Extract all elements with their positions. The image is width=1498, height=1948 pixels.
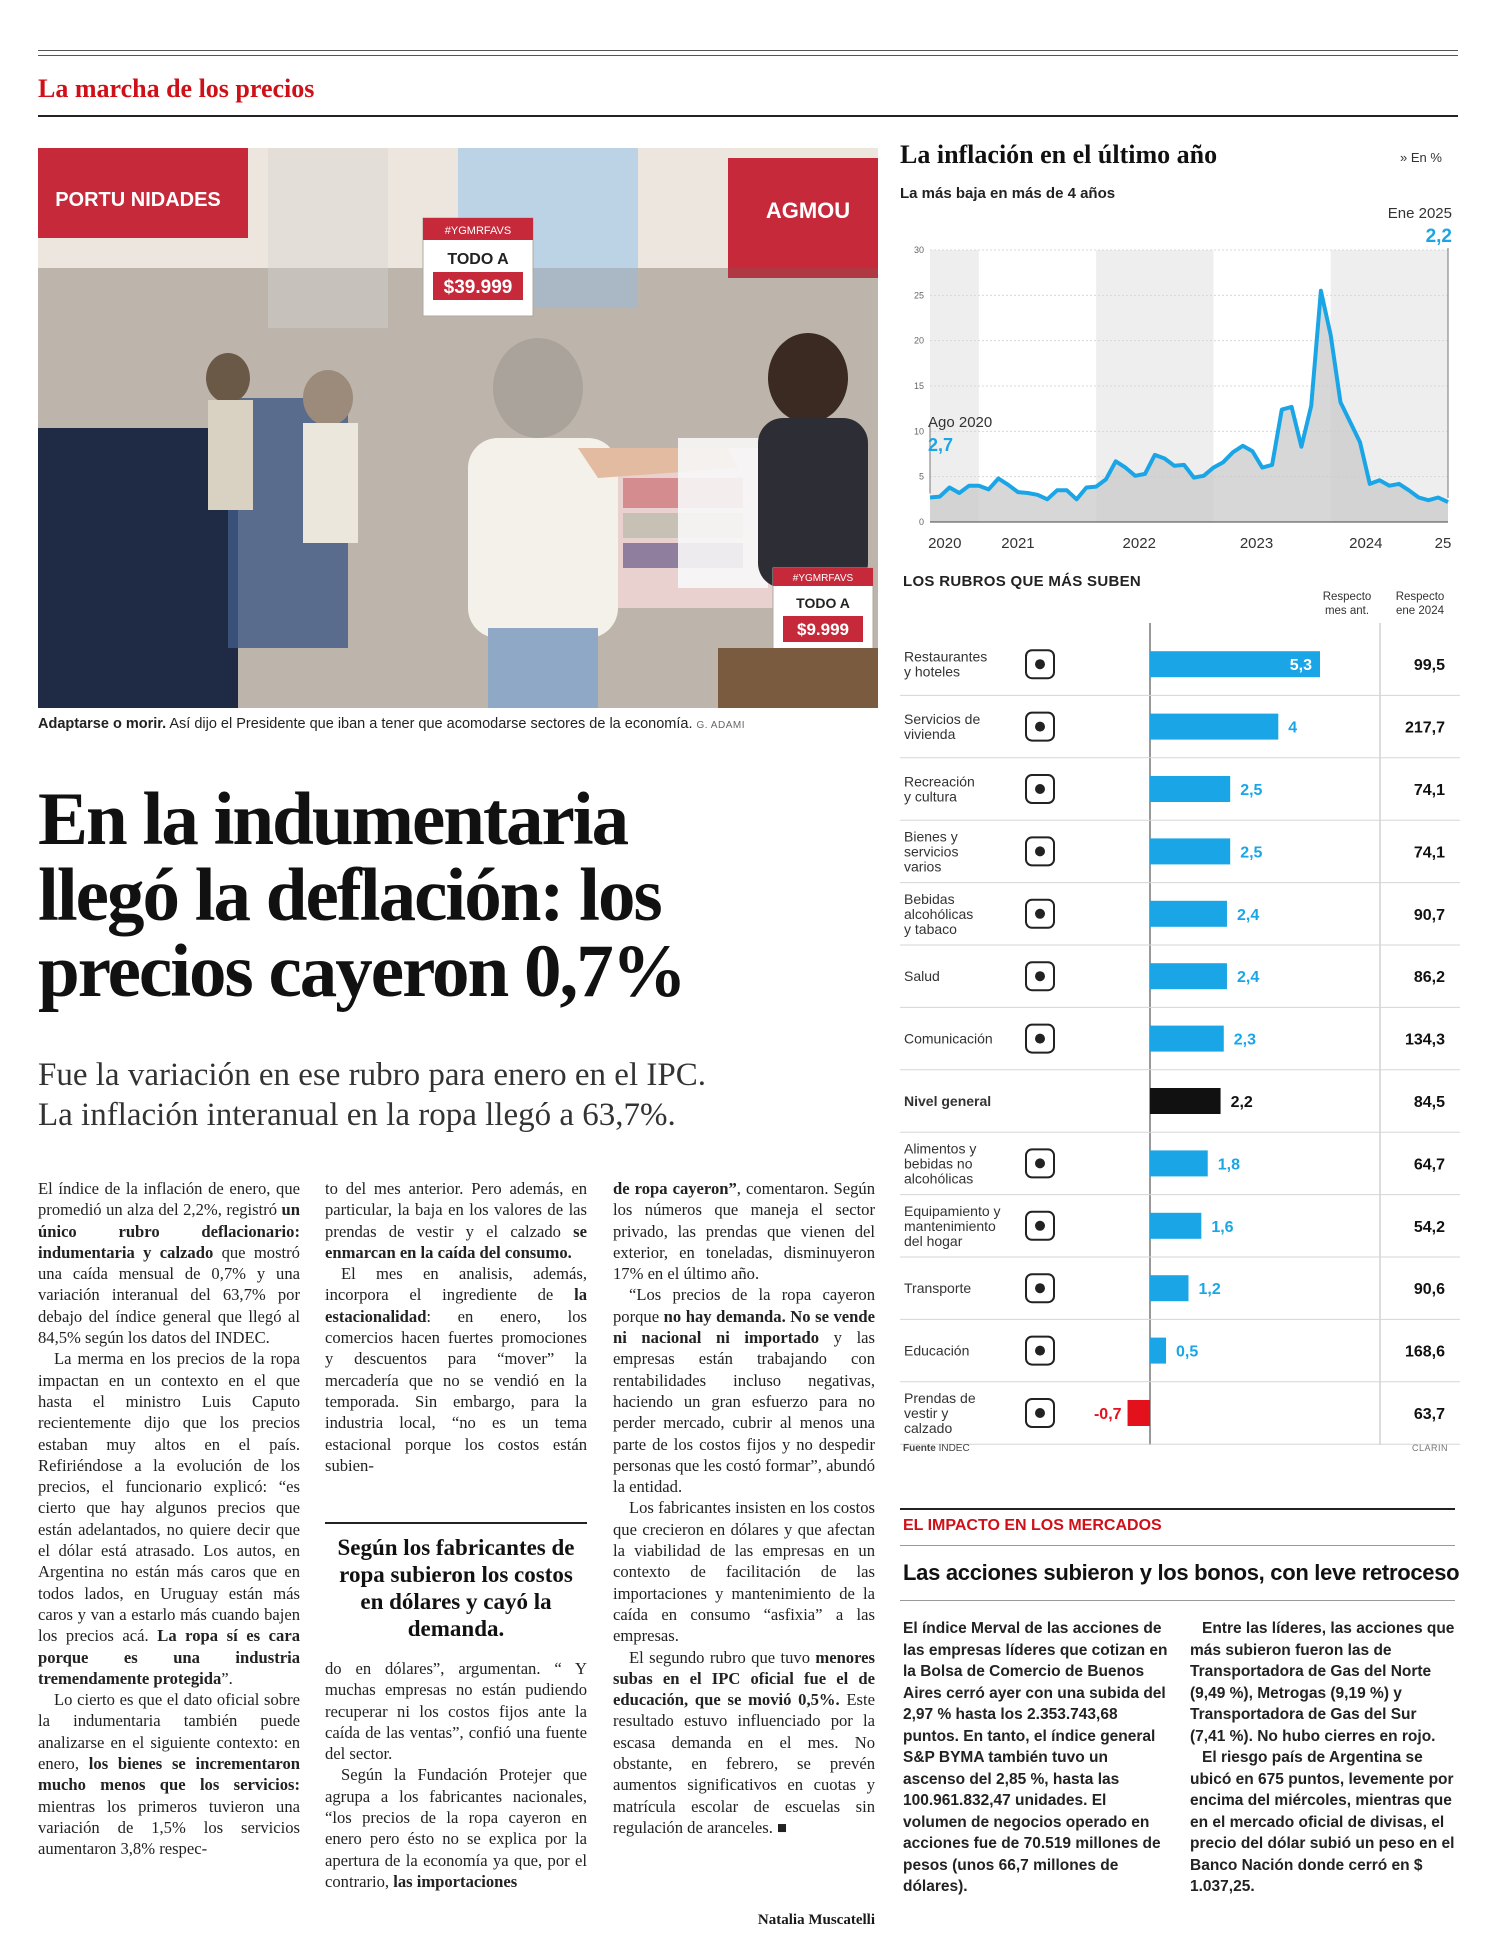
- bar-value-label: 1,2: [1198, 1281, 1221, 1299]
- paragraph: El mes en analisis, además, incorpora el ingrediente de la estacionalidad: en enero, los comercios hacen fuertes promociones y descuentos para “mover” la mercadería que no se vendió en la temporada. Sin embargo, para la industria local, “no es un tema estacional porque los costos están subien-: [325, 1264, 587, 1475]
- bar-value-label: 2,2: [1230, 1094, 1253, 1111]
- y-tick-label: 5: [918, 471, 924, 482]
- photo-caption: [38, 716, 898, 732]
- store-banner-right: AGMOU: [765, 198, 851, 223]
- icon-dot: [1035, 1034, 1045, 1044]
- bar: [1150, 1026, 1224, 1052]
- bar-value-label: 1,6: [1211, 1218, 1234, 1236]
- column-header-monthly: Respecto mes ant.: [1322, 591, 1372, 617]
- bar-value-label: 0,5: [1176, 1343, 1199, 1361]
- bar-value-label: 1,8: [1217, 1156, 1240, 1174]
- y-tick-label: 30: [913, 245, 924, 255]
- house-icon: [1026, 713, 1054, 741]
- x-tick-label: 2022: [1122, 535, 1156, 552]
- x-tick-label: 2023: [1239, 535, 1274, 552]
- paragraph: La merma en los precios de la ropa impactan en un contexto en el que hasta el ministro Luis Caputo recientemente dijo que los precios estaban muy altos en el país. Refiriéndose a la evolución de los precios, el funcionario explicó: “es cierto que hay algunos precios que están adelantados, no quiere decir que el dólar está atrasado. Los autos, en Argentina no están más caros que en todos lados, en Uruguay están más caros y van a estarlo más cuando bajen los precios acá. La ropa sí es cara porque es una industria tremendamente protegida”.: [38, 1349, 300, 1688]
- paragraph: El índice de la inflación de enero, que promedió un alza del 2,2%, registró un único rubro deflacionario: indumentaria y calzado que mostró una caída mensual de 0,7% y una variación interanual del 63,7% por debajo del índice general que llegó al 84,5% según los datos del INDEC.: [38, 1179, 300, 1348]
- annual-value: 74,1: [1413, 782, 1445, 799]
- chart-subtitle: La más baja en más de 4 años: [900, 185, 1116, 202]
- bar-value-label: 2,3: [1233, 1031, 1257, 1049]
- bar: [1150, 1150, 1208, 1176]
- paragraph: Según la Fundación Protejer que agrupa a los fabricantes nacionales, “los precios de la ropa cayeron en enero pero ésto no se explica por la apertura de la economía ya que, por el contrario, las importaciones: [325, 1765, 587, 1891]
- category-label: varios: [904, 858, 942, 875]
- bar-value-label: 2,4: [1236, 969, 1260, 987]
- icon-dot: [1035, 1346, 1045, 1356]
- paragraph: “Los precios de la ropa cayeron porque no hay demanda. No se vende ni nacional ni importado y las empresas están trabajando con rentabilidades incluso negativas, haciendo un gran esfuerzo para no perder mercado, cubrir al menos una parte de los costos fijos y no despedir personas que les costó formar”, abundó la entidad.: [613, 1285, 875, 1497]
- annual-value: 63,7: [1413, 1406, 1445, 1423]
- paragraph: Entre las líderes, las acciones que más subieron fueron las de Transportadora de Gas del Norte (9,49 %), Metrogas (9,19 %) y Transportadora de Gas del Sur (7,41 %). No hubo cierres en rojo.: [1190, 1620, 1455, 1745]
- category-label: y tabaco: [904, 920, 957, 937]
- chart-unit: » En %: [1400, 150, 1442, 165]
- category-label: servicios: [904, 843, 959, 860]
- column-header-annual: Respecto ene 2024: [1395, 591, 1445, 617]
- annual-value: 84,5: [1413, 1094, 1445, 1111]
- caption-text: Así dijo el Presidente que iban a tener que acomodarse sectores de la economía.: [166, 716, 693, 732]
- deck: [38, 1055, 898, 1135]
- bar-value-label: 5,3: [1289, 657, 1312, 675]
- annual-value: 134,3: [1404, 1031, 1445, 1049]
- category-label: Recreación: [904, 773, 975, 790]
- paragraph: de ropa cayeron”, comentaron. Según los números que maneja el sector privado, las prendas que vienen del exterior, en toneladas, disminuyeron 17% en el último año.: [613, 1179, 875, 1284]
- apple-icon: [1026, 1149, 1054, 1177]
- rubros-bar-chart: [900, 595, 1460, 1445]
- store-photo: [38, 148, 878, 708]
- heart-pulse-icon: [1026, 962, 1054, 990]
- icon-dot: [1035, 1221, 1045, 1231]
- markets-rule: [900, 1545, 1455, 1546]
- icon-dot: [1035, 722, 1045, 732]
- y-tick-label: 0: [918, 517, 924, 527]
- paragraph: El riesgo país de Argentina se ubicó en 675 puntos, levemente por encima del miércoles, mientras que en el mercado oficial de divisas, el precio del dólar subió un peso en el Banco Nación donde cerró en $ 1.037,25.: [1190, 1749, 1455, 1895]
- cutlery-icon: [1026, 650, 1054, 678]
- annual-value: 90,6: [1413, 1281, 1445, 1299]
- bar: [1150, 901, 1227, 927]
- paragraph: to del mes anterior. Pero además, en particular, la baja en los valores de las prendas de vestir y el calzado se enmarcan en la caída del consumo.: [325, 1179, 587, 1262]
- category-label: y cultura: [904, 788, 957, 805]
- headline: [38, 778, 898, 1013]
- price-sign-tag: #YGMRFAVS: [444, 225, 512, 237]
- annual-value: 168,6: [1404, 1343, 1445, 1361]
- mobile-phone-icon: [1026, 1025, 1054, 1053]
- icon-dot: [1035, 1408, 1045, 1418]
- markets-rule: [900, 1600, 1455, 1601]
- deck-line: La inflación interanual en la ropa llegó a 63,7%.: [38, 1097, 676, 1133]
- category-label: Salud: [904, 968, 940, 985]
- y-tick-label: 20: [913, 335, 924, 346]
- icon-dot: [1035, 909, 1045, 919]
- headline-line: llegó la deflación: los: [38, 854, 661, 937]
- top-rule: [38, 50, 1458, 51]
- y-tick-label: 25: [913, 290, 924, 301]
- paragraph: Los fabricantes insisten en los costos que crecieron en dólares y que afectan la viabilidad de las empresas en un contexto de facilitación de las importaciones y mantenimiento de la caída en consumo “asfixia” a las empresas.: [613, 1498, 875, 1646]
- bar-value-label: -0,7: [1093, 1406, 1122, 1423]
- bar: [1128, 1400, 1150, 1426]
- category-label: Restaurantes: [904, 648, 988, 665]
- category-label: Nivel general: [904, 1093, 992, 1109]
- photo-credit: G. ADAMI: [696, 720, 745, 731]
- annual-value: 90,7: [1413, 906, 1445, 924]
- paragraph: El segundo rubro que tuvo menores subas en el IPC oficial fue el de educación, que se movió 0,5%. Este resultado estuvo influenciado por la escasa demanda en el mes. No obstante, en febrero, se prevén aumentos significativos en cuotas y matrícula escolar de escuelas sin regulación de aranceles. ■: [613, 1647, 875, 1837]
- end-annotation-value: 2,2: [1425, 226, 1452, 247]
- icon-dot: [1035, 784, 1045, 794]
- paragraph: do en dólares”, argumentan. “ Y muchas empresas no están pudiendo recuperar ni los costos fijos ante la caída de las ventas”, confió una fuente del sector.: [325, 1659, 587, 1764]
- body-column-2-continued: [325, 1658, 587, 1892]
- bar: [1150, 1275, 1188, 1301]
- annual-value: 86,2: [1413, 969, 1445, 987]
- body-column-3: [613, 1178, 875, 1838]
- annual-value: 54,2: [1413, 1218, 1445, 1236]
- chart-source: Fuente INDEC: [903, 1443, 970, 1454]
- markets-headline: Las acciones subieron y los bonos, con leve retroceso: [903, 1560, 1460, 1585]
- x-tick-label: 2021: [1001, 535, 1035, 552]
- price-sign-price: $39.999: [443, 277, 513, 298]
- category-label: y hoteles: [904, 663, 961, 680]
- category-label: Equipamiento y: [904, 1202, 1001, 1219]
- markets-column-2: [1190, 1618, 1455, 1898]
- category-label: Bienes y: [904, 828, 958, 845]
- bar: [1150, 838, 1230, 864]
- category-label: Comunicación: [904, 1030, 993, 1047]
- x-tick-label: 25: [1434, 535, 1452, 552]
- bus-icon: [1026, 1274, 1054, 1302]
- category-label: vestir y: [904, 1405, 949, 1421]
- markets-column-1: [903, 1618, 1168, 1898]
- category-label: Transporte: [904, 1280, 972, 1297]
- category-label: alcohólicas: [904, 905, 974, 922]
- end-annotation-label: Ene 2025: [1387, 205, 1452, 222]
- tshirt-icon: [1026, 1399, 1054, 1427]
- y-tick-label: 10: [913, 426, 924, 437]
- theater-masks-icon: [1026, 775, 1054, 803]
- headline-line: precios cayeron 0,7%: [38, 930, 685, 1013]
- caption-lead: Adaptarse o morir.: [38, 716, 167, 732]
- annual-value: 99,5: [1413, 657, 1445, 675]
- category-label: Alimentos y: [904, 1140, 977, 1157]
- price-sign2-tag: #YGMRFAVS: [792, 573, 854, 584]
- annual-value: 64,7: [1413, 1156, 1445, 1174]
- bar-chart-title: LOS RUBROS QUE MÁS SUBEN: [903, 573, 1142, 590]
- body-column-1: [38, 1178, 300, 1860]
- inflation-line-chart: [900, 200, 1460, 565]
- x-tick-label: 2024: [1349, 535, 1383, 552]
- icon-dot: [1035, 1283, 1045, 1293]
- category-label: mantenimiento: [904, 1217, 996, 1234]
- section-rule: [38, 115, 1458, 117]
- abc-board-icon: [1026, 1337, 1054, 1365]
- deck-line: Fue la variación en ese rubro para enero en el IPC.: [38, 1057, 706, 1093]
- y-tick-label: 15: [913, 381, 924, 391]
- bar: [1150, 1338, 1166, 1364]
- category-label: Servicios de: [904, 711, 981, 728]
- icon-dot: [1035, 659, 1045, 669]
- pull-quote: Según los fabricantes de ropa subieron los costos en dólares y cayó la demanda.: [325, 1522, 587, 1642]
- bar-value-label: 4: [1288, 719, 1298, 737]
- bar-value-label: 2,5: [1240, 844, 1263, 862]
- category-label: del hogar: [904, 1232, 963, 1249]
- start-annotation-value: 2,7: [928, 435, 954, 455]
- body-column-2: [325, 1178, 587, 1476]
- price-sign-top: TODO A: [447, 251, 509, 268]
- iron-icon: [1026, 1212, 1054, 1240]
- x-tick-label: 2020: [928, 535, 962, 552]
- paragraph: Lo cierto es que el dato oficial sobre la indumentaria también puede analizarse en el siguiente contexto: en enero, los bienes se incrementaron mucho menos que los servicios: mientras los primeros tuvieron una variación de 1,5% los servicios aumentaron 3,8% respec-: [38, 1690, 300, 1859]
- bar: [1150, 776, 1230, 802]
- top-rule: [38, 55, 1458, 56]
- markets-kicker: EL IMPACTO EN LOS MERCADOS: [903, 1517, 1162, 1534]
- section-title: La marcha de los precios: [38, 74, 315, 103]
- category-label: Educación: [904, 1342, 970, 1359]
- icon-dot: [1035, 1158, 1045, 1168]
- icon-dot: [1035, 971, 1045, 981]
- chart-title: La inflación en el último año: [900, 140, 1218, 169]
- annual-value: 74,1: [1413, 844, 1445, 862]
- category-label: vivienda: [904, 726, 956, 743]
- category-label: bebidas no: [904, 1155, 973, 1172]
- beer-mug-icon: [1026, 900, 1054, 928]
- bar-value-label: 2,4: [1236, 906, 1260, 924]
- byline: Natalia Muscatelli: [757, 1912, 875, 1928]
- end-mark: ■: [777, 1817, 788, 1837]
- bar: [1150, 1213, 1201, 1239]
- bar: [1150, 963, 1227, 989]
- headline-line: En la indumentaria: [38, 778, 628, 861]
- paragraph: El índice Merval de las acciones de las empresas líderes que cotizan en la Bolsa de Comercio de Buenos Aires cerró ayer con una subida del 2,97 % hasta los 2.353.743,68 puntos. En tanto, el índice general S&P BYMA también tuvo un ascenso del 2,85 %, hasta las 100.961.832,47 unidades. El volumen de negocios operado en acciones fue de 70.519 millones de pesos (unos 66,7 millones de dólares).: [903, 1620, 1168, 1895]
- annual-value: 217,7: [1404, 719, 1445, 737]
- chart-brand: CLARIN: [1412, 1443, 1449, 1453]
- category-label: calzado: [904, 1420, 953, 1436]
- price-sign2-price: $9.999: [797, 620, 849, 639]
- category-label: Prendas de: [904, 1390, 976, 1406]
- bar: [1150, 1088, 1221, 1114]
- icon-dot: [1035, 846, 1045, 856]
- bar-value-label: 2,5: [1240, 782, 1263, 799]
- bar: [1150, 714, 1278, 740]
- price-sign2-top: TODO A: [796, 595, 850, 611]
- category-label: Bebidas: [904, 890, 955, 907]
- basket-icon: [1026, 837, 1054, 865]
- category-label: alcohólicas: [904, 1170, 974, 1187]
- store-banner-left: PORTU NIDADES: [55, 189, 221, 211]
- start-annotation-label: Ago 2020: [928, 414, 993, 431]
- markets-rule: [900, 1508, 1455, 1510]
